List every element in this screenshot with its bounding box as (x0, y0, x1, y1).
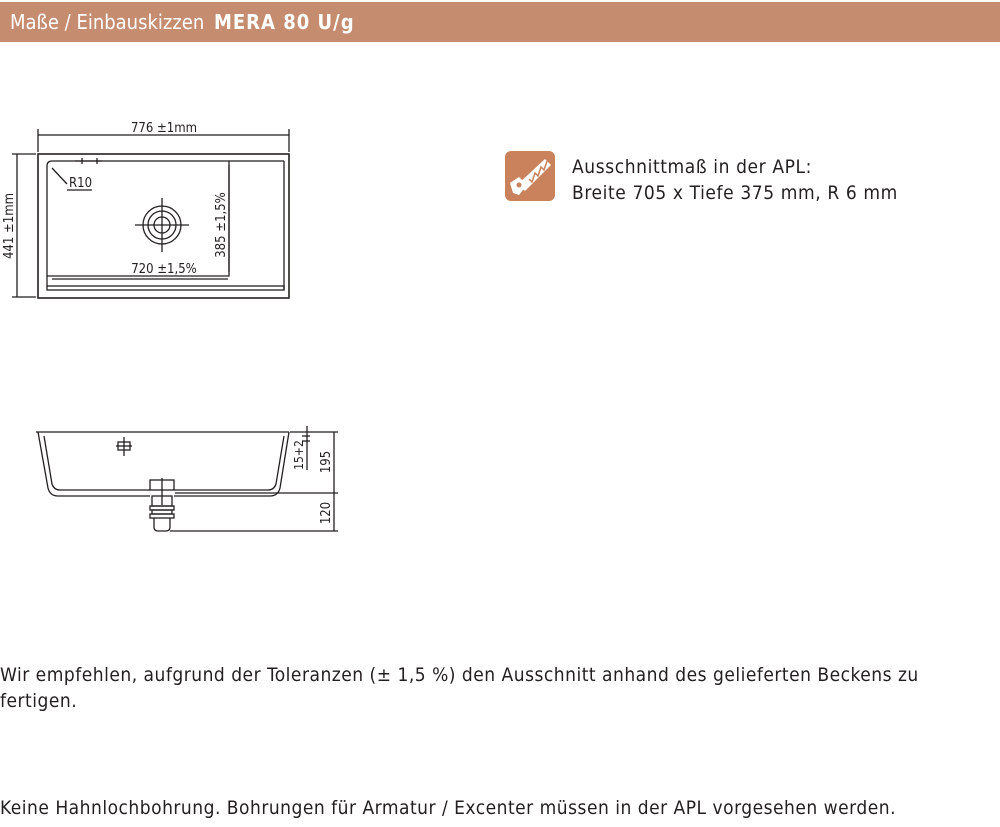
cutout-line-1: Ausschnittmaß in der APL: (572, 156, 812, 178)
cutout-info (572, 154, 898, 206)
rim-label: 15+2 (292, 440, 306, 470)
title-text: Maße / Einbauskizzen (10, 10, 205, 34)
drain-label: 120 (319, 501, 334, 525)
radius-label: R10 (69, 176, 93, 191)
model-name: MERA 80 U/g (213, 10, 355, 34)
basin-width-label: 720 ±1,5% (131, 262, 197, 277)
cutout-line-2: Breite 705 x Tiefe 375 mm, R 6 mm (572, 182, 898, 204)
outer-width-label: 776 ±1mm (130, 121, 198, 136)
drilling-note: Keine Hahnlochbohrung. Bohrungen für Armatur / Excenter müssen in der APL vorgesehen werden. (0, 797, 897, 819)
tolerance-note: Wir empfehlen, aufgrund der Toleranzen (± 1,5 %) den Ausschnitt anhand des gelieferten Beckens zu fertigen. (0, 664, 919, 712)
saw-icon (505, 151, 555, 201)
outer-height-label: 441 ±1mm (2, 192, 17, 260)
depth-label: 195 (319, 450, 334, 474)
basin-depth-label: 385 ±1,5% (214, 192, 229, 258)
